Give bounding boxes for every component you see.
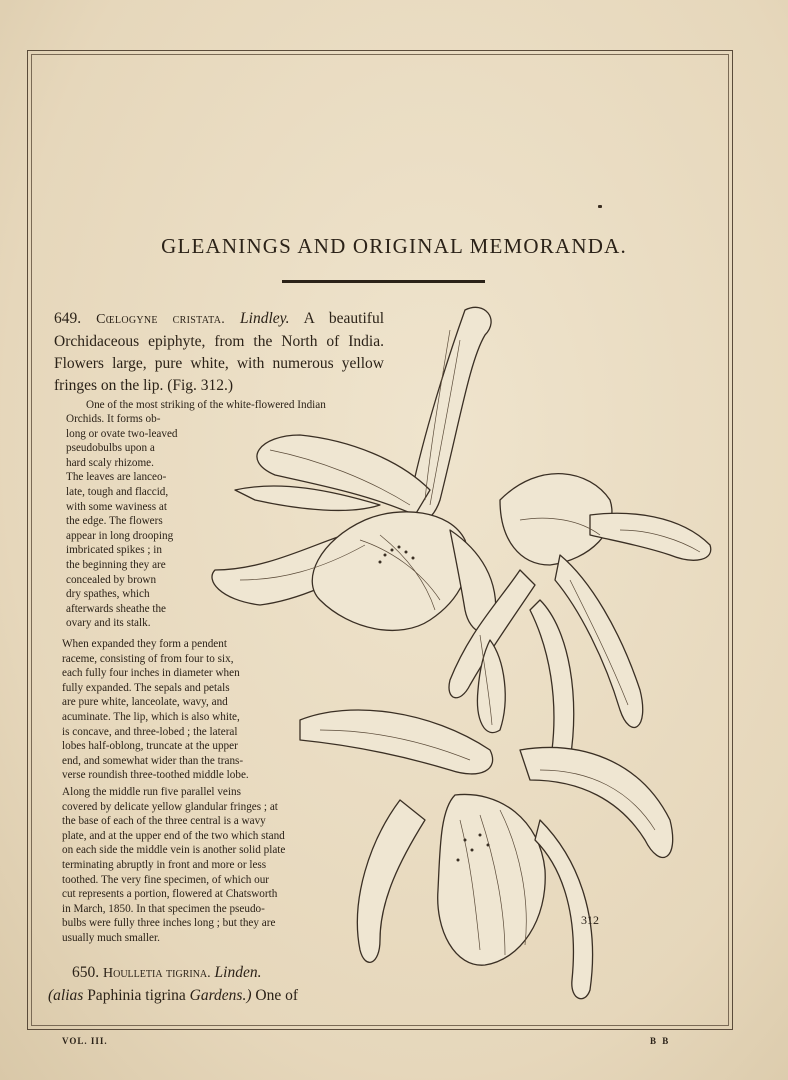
footer-volume: VOL. III. (62, 1036, 108, 1046)
ink-speck (598, 205, 602, 208)
text-line: fully expanded. The sepals and petals (62, 681, 230, 694)
entry-650-tail: One of (255, 987, 298, 1004)
text-line: verse roundish three-toothed middle lobe. (62, 769, 249, 782)
text-line: Orchids. It forms ob- (66, 413, 161, 425)
figure-label: 312 (581, 913, 599, 927)
text-line: dry spathes, which (66, 588, 150, 601)
text-line: are pure white, lanceolate, wavy, and (62, 696, 228, 709)
text-line: imbricated spikes ; in (66, 544, 163, 557)
text-line: ovary and its stalk. (66, 617, 151, 630)
text-line: end, and somewhat wider than the trans- (62, 754, 244, 767)
heading-rule (282, 280, 485, 283)
text-line: appear in long drooping (66, 529, 174, 542)
petal (300, 710, 493, 774)
page-heading: GLEANINGS AND ORIGINAL MEMORANDA. (161, 234, 627, 258)
entry-650-number: 650. (72, 964, 100, 981)
entry-649-line-1: One of the most striking of the white-flowered Indian (86, 399, 326, 411)
text-line: terminating abruptly in front and more or less (62, 858, 267, 871)
text-line: late, tough and flaccid, (66, 485, 169, 498)
text-line: long or ovate two-leaved (66, 427, 178, 440)
petal (530, 600, 574, 771)
text-line: toothed. The very fine specimen, of which our (62, 873, 270, 886)
text-line: bulbs were fully three inches long ; but they are (62, 917, 276, 930)
text-line: Along the middle run five parallel veins (62, 786, 241, 798)
petal (590, 513, 711, 560)
entry-650-alias-name: Paphinia tigrina (87, 987, 186, 1004)
text-line: in March, 1850. In that specimen the pseudo- (62, 902, 265, 915)
text-line: with some waviness at (66, 500, 167, 513)
text-line: raceme, consisting of from four to six, (62, 652, 234, 665)
text-line: When expanded they form a pendent (62, 638, 227, 650)
entry-649-summary-text: A beautiful Orchidaceous epiphyte, from the North of India. Flowers large, pure white, with numerous yellow fringes on the lip. (Fig. 312.) (54, 310, 384, 394)
entry-650-alias-prefix: (alias (48, 987, 84, 1004)
text-line: cut represents a portion, flowered at Chatsworth (62, 888, 278, 901)
petal (535, 820, 593, 999)
footer-signature: B B (650, 1036, 671, 1046)
entry-649-species: Cœlogyne cristata. (96, 312, 226, 327)
text-line: acuminate. The lip, which is also white, (62, 710, 240, 723)
text-line: concealed by brown (66, 573, 157, 586)
text-line: covered by delicate yellow glandular fringes ; at (62, 800, 278, 813)
text-line: pseudobulbs upon a (66, 442, 155, 455)
text-line: each fully four inches in diameter when (62, 667, 240, 680)
text-line: The leaves are lanceo- (66, 471, 167, 484)
text-line: the beginning they are (66, 558, 166, 571)
entry-650-alias-source: Gardens.) (189, 987, 252, 1004)
text-line: is concave, and three-lobed ; the lateral (62, 725, 238, 738)
text-line: plate, and at the upper end of the two which stand (62, 829, 285, 842)
flower-lip (312, 512, 468, 631)
text-line: lobes half-oblong, truncate at the upper (62, 740, 238, 753)
text-line: the base of each of the three central is a wavy (62, 815, 266, 828)
text-line: usually much smaller. (62, 931, 160, 944)
text-line: afterwards sheathe the (66, 602, 167, 615)
entry-649-number: 649. (54, 310, 82, 327)
text-line: hard scaly rhizome. (66, 456, 154, 469)
orchid-illustration (200, 300, 725, 1010)
entry-649-narrow-column (66, 412, 192, 631)
flower-lip (438, 794, 546, 965)
entry-650-species: Houlletia tigrina. (103, 966, 211, 981)
entry-649-authority: Lindley. (240, 310, 290, 327)
petal (357, 800, 425, 962)
entry-650-authority: Linden. (214, 964, 262, 981)
text-line: the edge. The flowers (66, 515, 163, 528)
text-line: on each side the middle vein is another solid plate (62, 844, 286, 857)
